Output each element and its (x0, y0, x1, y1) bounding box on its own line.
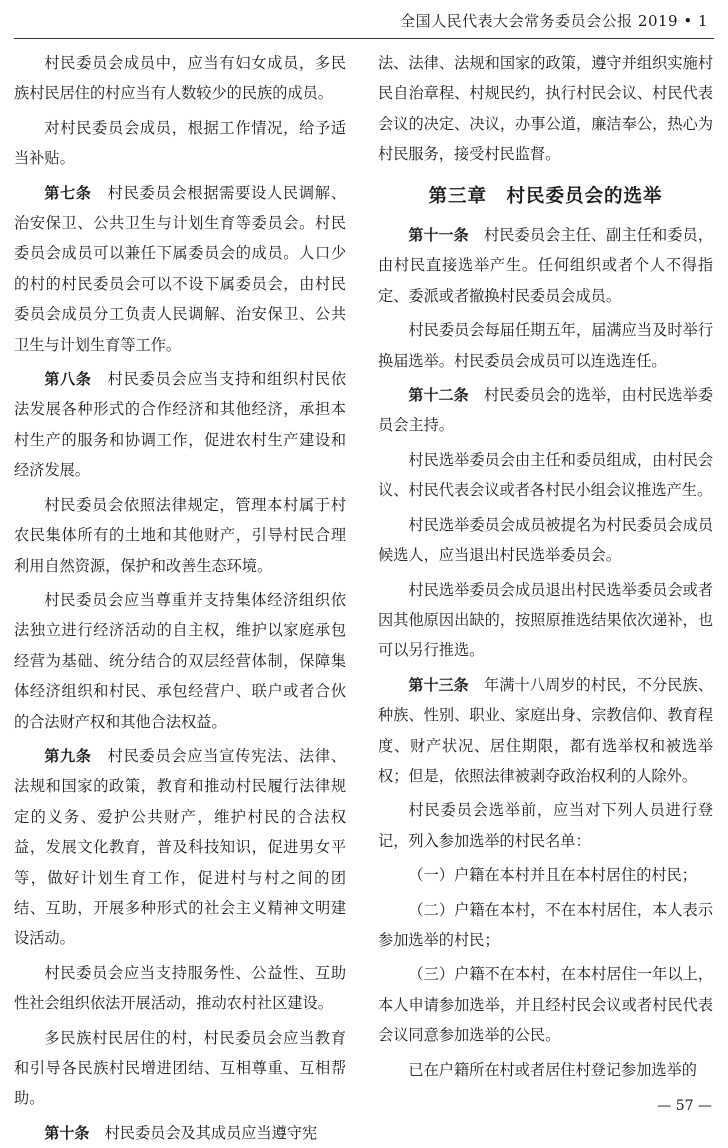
article-number: 第八条 (44, 370, 92, 389)
left-column (14, 48, 346, 1148)
paragraph (378, 959, 713, 1050)
gazette-title: 全国人民代表大会常务委员会公报 2019 • 1 (400, 12, 708, 30)
article-number: 第九条 (44, 746, 92, 765)
article-paragraph (378, 670, 713, 792)
paragraph (14, 490, 346, 581)
article-paragraph (14, 741, 346, 954)
paragraph-text: 村民委员会成员中，应当有妇女成员，多民族村民居住的村应当有人数较少的民族的成员。 (14, 54, 346, 103)
paragraph-text: 村民委员会依照法律规定，管理本村属于村农民集体所有的土地和其他财产，引导村民合理利用自然资源，保护和改善生态环境。 (14, 495, 346, 575)
article-number: 第十条 (44, 1123, 90, 1142)
article-paragraph (378, 380, 713, 441)
article-paragraph (378, 220, 713, 311)
paragraph-text: 村民委员会应当支持和组织村民依法发展各种形式的合作经济和其他经济，承担本村生产的服务和协调工作，促进农村生产建设和经济发展。 (14, 370, 347, 480)
article-paragraph (14, 1118, 346, 1148)
paragraph-text: 村民选举委员会成员被提名为村民委员会成员候选人，应当退出村民选举委员会。 (378, 515, 713, 565)
paragraph-text: 对村民委员会成员，根据工作情况，给予适当补贴。 (14, 118, 346, 168)
paragraph-text: 村民委员会根据需要设人民调解、治安保卫、公共卫生与计划生育等委员会。村民委员会成员可以兼任下属委员会的成员。人口少的村的村民委员会可以不设下属委员会，由村民委员会成员分工负责人民调解、治安保卫、公共卫生与计划生育等工作。 (14, 183, 347, 354)
article-number: 第十二条 (408, 386, 469, 405)
paragraph-text: （二）户籍在本村，不在本村居住，本人表示参加选举的村民； (378, 900, 713, 949)
paragraph (378, 1055, 713, 1085)
article-number: 第七条 (44, 183, 92, 202)
paragraph-text: 村民委员会每届任期五年，届满应当及时举行换届选举。村民委员会成员可以连选连任。 (378, 321, 713, 370)
paragraph (14, 958, 346, 1019)
paragraph-text: 村民委员会应当支持服务性、公益性、互助性社会组织依法开展活动，推动农村社区建设。 (14, 963, 346, 1013)
paragraph (14, 585, 346, 737)
paragraph (14, 113, 346, 174)
paragraph-text: 村民委员会及其成员应当遵守宪 (104, 1123, 318, 1142)
article-number: 第十三条 (408, 675, 469, 694)
paragraph-text: 村民选举委员会由主任和委员组成，由村民会议、村民代表会议或者各村民小组会议推选产生。 (378, 450, 713, 500)
paragraph-text: 村民委员会应当尊重并支持集体经济组织依法独立进行经济活动的自主权，维护以家庭承包经营为基础、统分结合的双层经营体制，保障集体经济组织和村民、承包经营户、联户或者合伙的合法财产权和其他合法权益。 (14, 590, 346, 731)
right-column (378, 48, 713, 1085)
article-number: 第十一条 (408, 226, 469, 245)
paragraph (378, 315, 713, 376)
paragraph-text: 村民选举委员会成员退出村民选举委员会或者因其他原因出缺的，按照原推选结果依次递补，也可以另行推选。 (378, 580, 713, 660)
paragraph-text: （三）户籍不在本村，在本村居住一年以上，本人申请参加选举，并且经村民会议或者村民代表会议同意参加选举的公民。 (378, 965, 713, 1045)
paragraph (378, 575, 713, 666)
paragraph (378, 895, 713, 956)
paragraph (378, 795, 713, 856)
paragraph-text: 已在户籍所在村或者居住村登记参加选举的 (408, 1060, 697, 1079)
paragraph (378, 445, 713, 506)
paragraph-text: 村民委员会选举前，应当对下列人员进行登记，列入参加选举的村民名单： (378, 801, 713, 850)
paragraph (378, 510, 713, 571)
article-paragraph (14, 178, 346, 360)
paragraph-text: 村民委员会的选举，由村民选举委员会主持。 (378, 386, 714, 435)
page-header (14, 0, 714, 39)
paragraph (378, 860, 713, 890)
paragraph-text: 村民委员会主任、副主任和委员，由村民直接选举产生。任何组织或者个人不得指定、委派或者撤换村民委员会成员。 (378, 226, 714, 305)
paragraph-text: 多民族村民居住的村，村民委员会应当教育和引导各民族村民增进团结、互相尊重、互相帮助。 (14, 1028, 346, 1108)
chapter-heading: 第三章 村民委员会的选举 (428, 185, 663, 207)
paragraph-text: （一）户籍在本村并且在本村居住的村民； (408, 866, 697, 885)
paragraph-text: 村民委员会应当宣传宪法、法律、法规和国家的政策，教育和推动村民履行法律规定的义务、爱护公共财产，维护村民的合法权益，发展文化教育，普及科技知识，促进男女平等，做好计划生育工作，促进村与村之间的团结、互助，开展多种形式的社会主义精神文明建设活动。 (14, 746, 347, 948)
paragraph (378, 48, 713, 170)
paragraph (14, 48, 346, 109)
page-number: — 57 — (657, 1098, 712, 1114)
article-paragraph (14, 364, 346, 486)
paragraph (14, 1023, 346, 1114)
paragraph-text: 年满十八周岁的村民，不分民族、种族、性别、职业、家庭出身、宗教信仰、教育程度、财产状况、居住期限，都有选举权和被选举权；但是，依照法律被剥夺政治权利的人除外。 (378, 675, 714, 785)
paragraph-text: 法、法律、法规和国家的政策，遵守并组织实施村民自治章程、村规民约，执行村民会议、村民代表会议的决定、决议，办事公道，廉洁奉公，热心为村民服务，接受村民监督。 (378, 54, 713, 164)
